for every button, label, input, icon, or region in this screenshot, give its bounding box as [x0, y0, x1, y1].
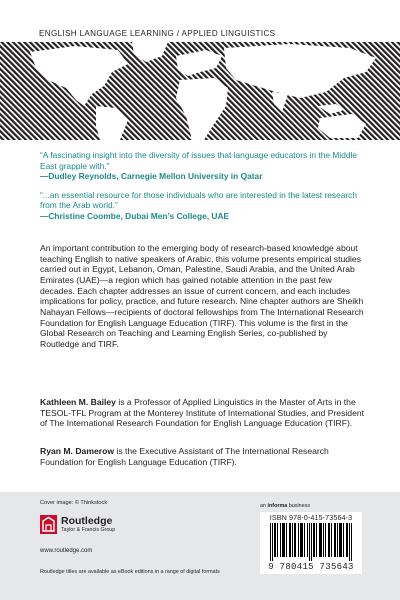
ebook-note: Routledge titles are available as eBook editions in a range of digital formats: [40, 569, 220, 575]
quote-text: “...an essential resource for those individuals who are interested in the latest research from the Arab world.”: [40, 189, 358, 211]
informa-prefix: an: [260, 503, 268, 509]
publisher-group: Taylor & Francis Group: [61, 526, 116, 533]
author-bio-text: is the Executive Assistant of The International Research Foundation for English Language Education (TIRF).: [40, 446, 329, 467]
quote-text: “A fascinating insight into the diversity of issues that language educators in the Middle East grapple with.”: [40, 150, 358, 171]
informa-business-label: [260, 503, 310, 509]
quote-attribution: —Dudley Reynolds, Carnegie Mellon University in Qatar: [40, 171, 263, 182]
informa-suffix: business: [287, 503, 311, 509]
world-map-illustration: [0, 42, 400, 140]
book-description: An important contribution to the emerging body of research-based knowledge about teaching English to native speakers of Arabic, this volume presents empirical studies carried out in Egypt, Lebanon, Oman, Palestine, Saudi Arabia, and the United Arab Emirates (UAE)—a region which has gained notable attention in the past few decades. Each chapter addresses an issue of current concern, and each includes implications for policy, practice, and future research. Nine chapter authors are Sheikh Nahayan Fellows—recipients of doctoral fellowships from The International Research Foundation for English Language Education (TIRF). This volume is the first in the Global Research on Teaching and Learning English Series, co-published by Routledge and TIRF.: [40, 243, 364, 349]
isbn-barcode: [260, 512, 362, 574]
author-name: Ryan M. Damerow: [40, 446, 115, 456]
informa-bold: informa: [267, 503, 288, 509]
publisher-name: Routledge: [61, 514, 113, 527]
publisher-website: www.routledge.com: [40, 548, 93, 554]
author-bio-text: is a Professor of Applied Linguistics in the Master of Arts in the TESOL-TFL Program at the Monterey Institute of International Studies, and President of The International Research Foundation for English Language Education (TIRF).: [40, 397, 365, 429]
isbn-number: ISBN 978-0-415-73564-3: [269, 513, 353, 522]
barcode-icon: [270, 523, 352, 561]
author-bio: [40, 397, 370, 429]
publisher-logo: [40, 515, 115, 534]
series-label: ENGLISH LANGUAGE LEARNING / APPLIED LINGUISTICS: [39, 29, 276, 38]
endorsements: [40, 150, 370, 230]
author-name: Kathleen M. Bailey: [40, 397, 116, 407]
author-bio: [40, 446, 370, 467]
cover-credit: Cover image: © Thinkstock: [40, 500, 108, 506]
barcode-digits: 9 780415 735643: [268, 562, 354, 572]
routledge-logo-icon: [40, 515, 57, 534]
quote-attribution: —Christine Coombe, Dubai Men’s College, UAE: [40, 210, 230, 221]
